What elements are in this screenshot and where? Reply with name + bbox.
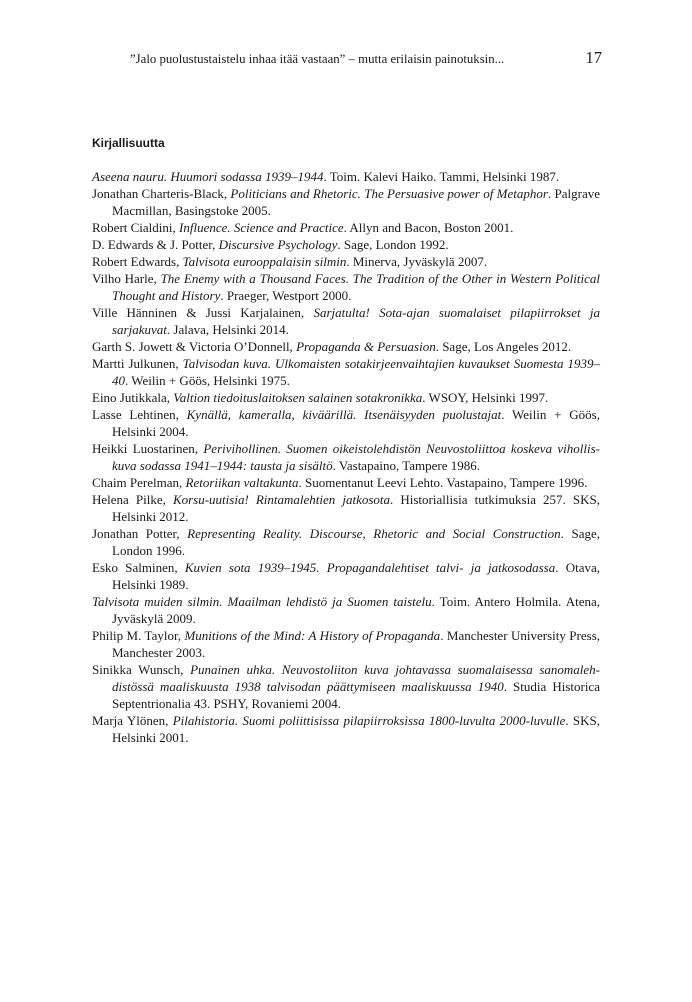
entry-title: Pilahistoria. Suomi poliittisissa pilapiirroksissa 1800-luvulta 2000-luvulle [172,713,566,728]
entry-text: Sinikka Wunsch, [92,662,191,677]
bibliography-entry [92,440,600,474]
bibliography-entry [92,491,600,525]
entry-title: Munitions of the Mind: A History of Propaganda [184,628,441,643]
bibliography-entry [92,355,600,389]
entry-title: Perivihollinen. Suomen oikeistolehdistön Neuvostoliittoa koskeva viholliskuva sodassa 1941–1944: taustа ja sisältö [112,441,600,473]
entry-text: Vilho Harle, [92,271,161,286]
bibliography-entry [92,219,600,236]
entry-text: . SKS, Helsinki 2001. [112,713,601,745]
entry-text: . Vastapaino, Tampere 1986. [332,458,481,473]
entry-text: Robert Cialdini, [92,220,180,235]
bibliography-entry [92,406,600,440]
entry-title: Talvisodan kuva. Ulkomaisten sotakirjeenvaihtajien kuvaukset Suomesta 1939–40 [112,356,601,388]
entry-title: Discursive Psychology [218,237,338,252]
entry-title: Sarjatulta! Sota-ajan suomalaiset pilapiirrokset ja sarjakuvat [112,305,600,337]
entry-text: . Toim. Kalevi Haiko. Tammi, Helsinki 1987. [323,169,560,184]
entry-text: D. Edwards & J. Potter, [92,237,219,252]
bibliography-entry [92,304,600,338]
entry-text: Jonathan Potter, [92,526,188,541]
entry-text: . Palgrave Macmillan, Basingstoke 2005. [112,186,601,218]
bibliography-entry [92,661,600,712]
entry-title: Talvisota eurooppalaisin silmin [182,254,347,269]
entry-text: . Allyn and Bacon, Boston 2001. [343,220,514,235]
bibliography-entry [92,168,600,185]
bibliography-entry [92,559,600,593]
entry-text: . Manchester University Press, Manchester 2003. [112,628,600,660]
bibliography-entry [92,712,600,746]
bibliography-entry [92,270,600,304]
entry-title: Retoriikan valtakunta [185,475,299,490]
entry-text: Chaim Perelman, [92,475,186,490]
entry-title: Kynällä, kameralla, kiväärillä. Itsenäisyyden puolustajat [186,407,502,422]
bibliography-entry [92,474,600,491]
entry-text: . Otava, Helsinki 1989. [112,560,601,592]
running-title: ”Jalo puolustustaistelu inhaa itää vastaan” – mutta erilaisin painotuksin... [130,52,505,66]
section-heading: Kirjallisuutta [92,136,165,150]
bibliography-entry [92,338,600,355]
entry-text: . Sage, Los Angeles 2012. [435,339,572,354]
entry-title: Propaganda & Persuasion [296,339,436,354]
entry-text: . Studia Historica Septentrionalia 43. PSHY, Rovaniemi 2004. [112,679,600,711]
entry-text: Garth S. Jowett & Victoria O’Donnell, [92,339,297,354]
entry-title: Kuvien sota 1939–1945. Propagandalehtiset talvi- ja jatkosodassa [184,560,556,575]
page-number: 17 [585,48,602,67]
entry-text: Jonathan Charteris-Black, [92,186,231,201]
entry-title: Representing Reality. Discourse, Rhetoric and Social Construction [187,526,561,541]
entry-text: Eino Jutikkala, [92,390,174,405]
bibliography-entry [92,185,600,219]
entry-text: . Jalava, Helsinki 2014. [166,322,289,337]
entry-text: . Minerva, Jyväskylä 2007. [346,254,488,269]
entry-text: Philip M. Taylor, [92,628,185,643]
entry-text: Ville Hänninen & Jussi Karjalainen, [92,305,314,320]
entry-title: Valtion tiedoituslaitoksen salainen sotakronikka [173,390,423,405]
bibliography-entry [92,593,600,627]
entry-text: Robert Edwards, [92,254,183,269]
entry-title: Korsu-uutisia! Rintamalehtien jatkosota [172,492,391,507]
entry-text: . Sage, London 1996. [112,526,600,558]
entry-title: The Enemy with a Thousand Faces. The Tradition of the Other in Western Political Thought and History [112,271,600,303]
entry-title: Punainen uhka. Neuvostoliiton kuva johtavassa suomalaisessa sanomalehdistössä maaliskuusta 1938 talvisodan päättymiseen maaliskuussa 1940 [112,662,600,694]
entry-text: Marja Ylönen, [92,713,173,728]
entry-title: Talvisota muiden silmin. Maailman lehdistö ja Suomen taistelu [92,594,432,609]
entry-text: . Historiallisia tutkimuksia 257. SKS, Helsinki 2012. [112,492,600,524]
entry-text: Esko Salminen, [92,560,185,575]
entry-title: Aseena nauru. Huumori sodassa 1939–1944 [92,169,324,184]
entry-text: . Weilin + Göös, Helsinki 1975. [125,373,290,388]
bibliography-list [92,168,600,746]
entry-text: . Weilin + Göös, Helsinki 2004. [112,407,600,439]
entry-text: Lasse Lehtinen, [92,407,187,422]
bibliography-entry [92,236,600,253]
bibliography-entry [92,253,600,270]
entry-text: . Praeger, Westport 2000. [220,288,352,303]
bibliography-entry [92,627,600,661]
bibliography-entry [92,525,600,559]
bibliography-entry [92,389,600,406]
entry-text: . Toim. Antero Holmila. Atena, Jyväskylä 2009. [112,594,600,626]
entry-title: Influence. Science and Practice [179,220,344,235]
entry-text: . WSOY, Helsinki 1997. [422,390,549,405]
entry-title: Politicians and Rhetoric. The Persuasive power of Metaphor [230,186,548,201]
entry-text: Heikki Luostarinen, [92,441,204,456]
entry-text: . Sage, London 1992. [337,237,449,252]
entry-text: . Suomentanut Leevi Lehto. Vastapaino, Tampere 1996. [298,475,588,490]
entry-text: Martti Julkunen, [92,356,183,371]
entry-text: Helena Pilke, [92,492,173,507]
